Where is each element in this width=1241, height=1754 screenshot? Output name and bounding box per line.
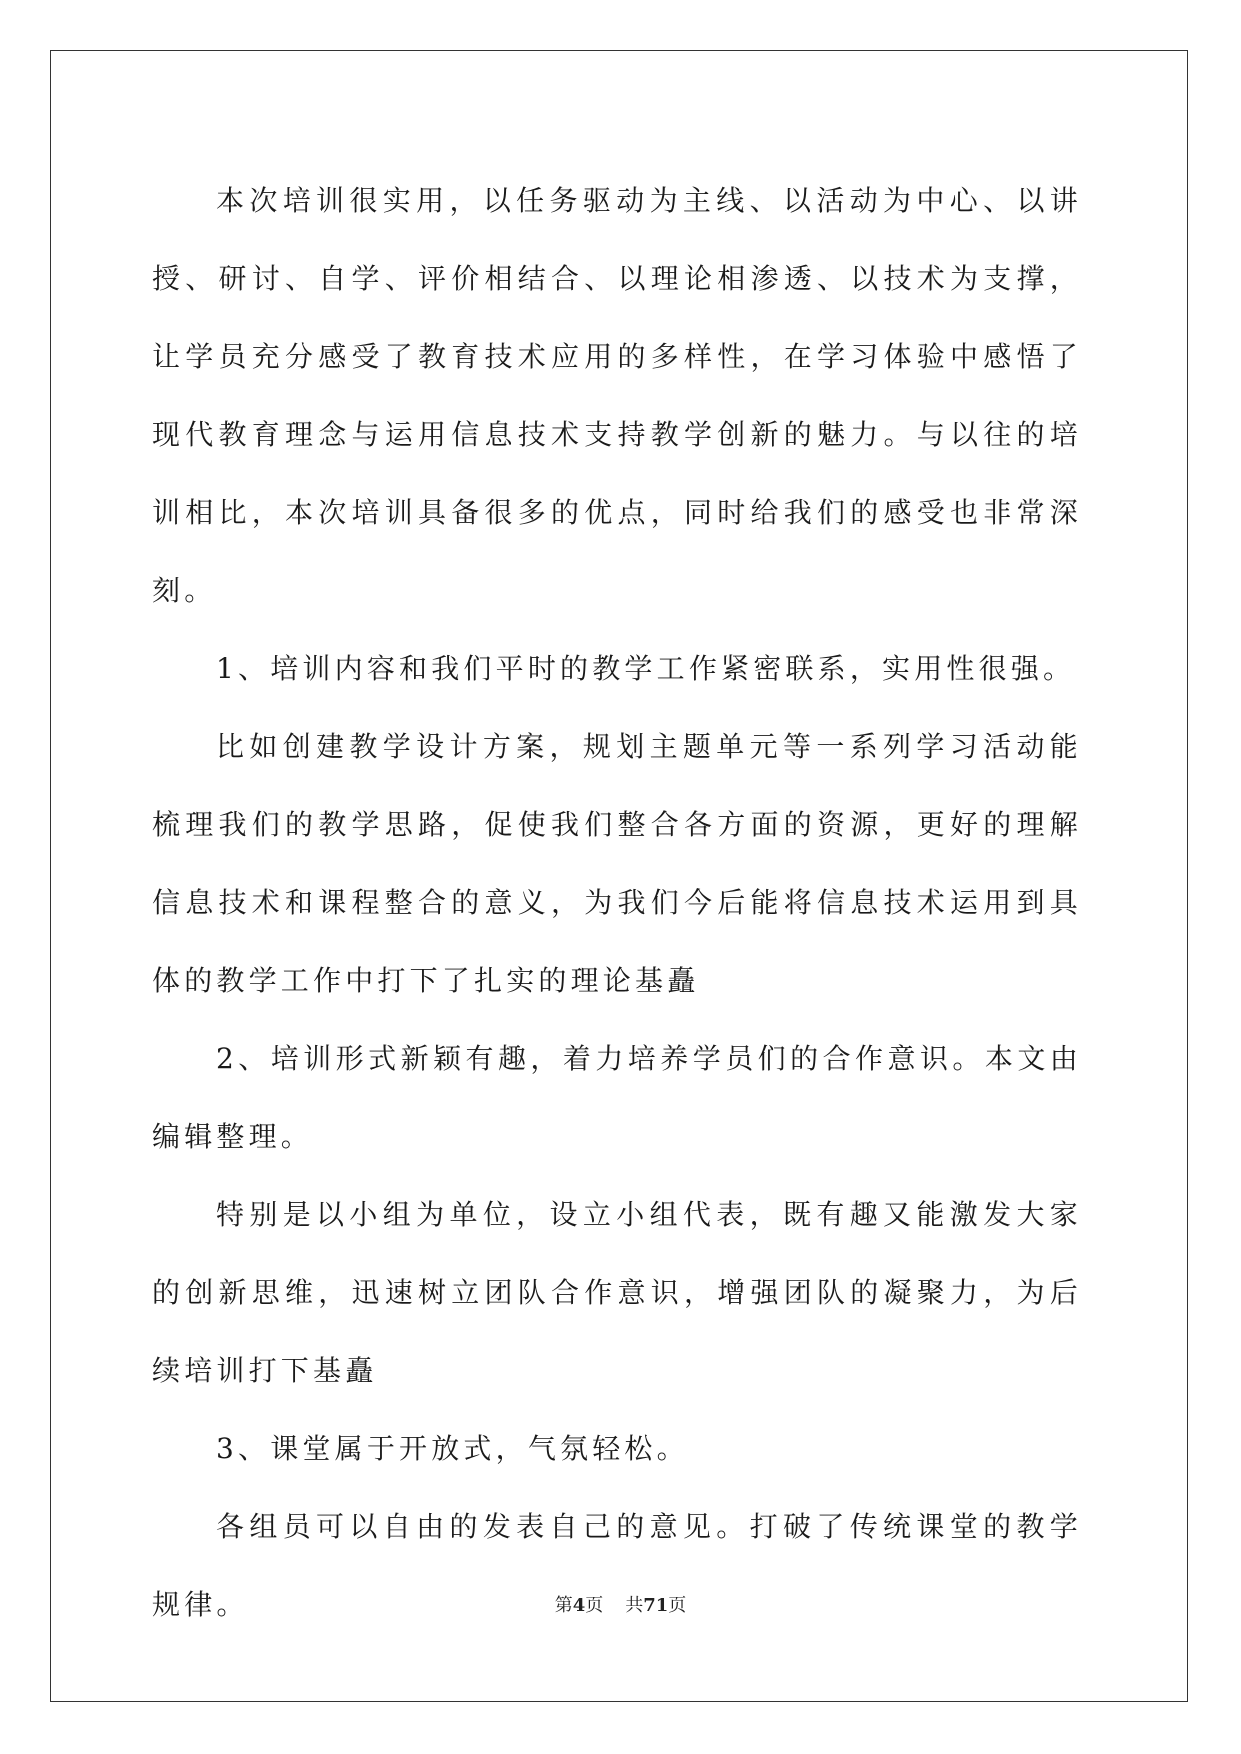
page-footer [0, 1591, 1241, 1617]
total-suffix: 页 [668, 1595, 687, 1616]
paragraph-point-1-detail: 比如创建教学设计方案，规划主题单元等一系列学习活动能梳理我们的教学思路，促使我们整合各方面的资源，更好的理解信息技术和课程整合的意义，为我们今后能将信息技术运用到具体的教学工作中打下了扎实的理论基矗 [152, 730, 1082, 997]
paragraph-point-3-detail: 各组员可以自由的发表自己的意见。打破了传统课堂的教学规律。 [152, 1510, 1082, 1621]
paragraph-intro: 本次培训很实用，以任务驱动为主线、以活动为中心、以讲授、研讨、自学、评价相结合、以理论相渗透、以技术为支撑，让学员充分感受了教育技术应用的多样性，在学习体验中感悟了现代教育理念与运用信息技术支持教学创新的魅力。与以往的培训相比，本次培训具备很多的优点，同时给我们的感受也非常深刻。 [152, 184, 1082, 607]
paragraph-point-3: 3、课堂属于开放式，气氛轻松。 [216, 1432, 689, 1465]
paragraph-point-1: 1、培训内容和我们平时的教学工作紧密联系，实用性很强。 [216, 652, 1076, 685]
total-prefix: 共 [625, 1595, 644, 1616]
page-number: 4 [572, 1595, 586, 1616]
paragraph-point-2-detail: 特别是以小组为单位，设立小组代表，既有趣又能激发大家的创新思维，迅速树立团队合作意识，增强团队的凝聚力，为后续培训打下基矗 [152, 1198, 1082, 1387]
page-prefix: 第 [554, 1595, 573, 1616]
page-suffix: 页 [585, 1595, 604, 1616]
document-body [152, 162, 1082, 1644]
total-pages: 71 [643, 1595, 669, 1616]
paragraph-point-2: 2、培训形式新颖有趣，着力培养学员们的合作意识。本文由编辑整理。 [152, 1042, 1082, 1153]
